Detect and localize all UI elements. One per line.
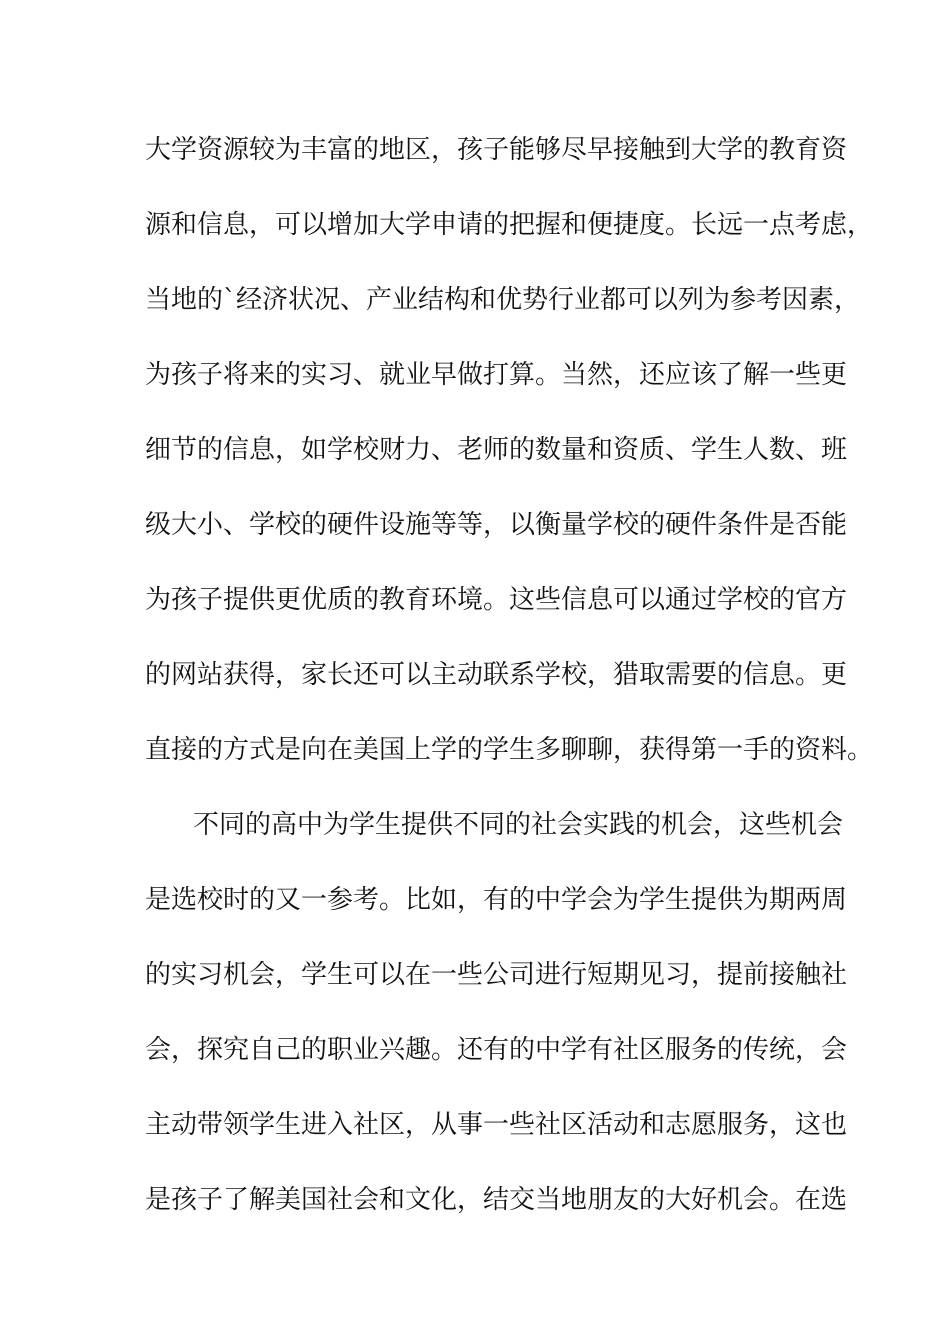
text-line: 直接的方式是向在美国上学的学生多聊聊，获得第一手的资料。 (145, 735, 874, 765)
text-line: 会，探究自己的职业兴趣。还有的中学有社区服务的传统，会 (145, 1035, 848, 1065)
text-line: 是孩子了解美国社会和文化，结交当地朋友的大好机会。在选 (145, 1185, 848, 1215)
text-line: 是选校时的又一参考。比如，有的中学会为学生提供为期两周 (145, 885, 848, 915)
body-text (145, 130, 874, 1255)
text-line: 源和信息，可以增加大学申请的把握和便捷度。长远一点考虑， (145, 210, 874, 240)
paragraph-start-line: 不同的高中为学生提供不同的社会实践的机会，这些机会 (193, 810, 844, 840)
text-line: 当地的`经济状况、产业结构和优势行业都可以列为参考因素， (145, 285, 861, 315)
text-line: 大学资源较为丰富的地区，孩子能够尽早接触到大学的教育资 (145, 135, 848, 165)
text-line: 的网站获得，家长还可以主动联系学校，猎取需要的信息。更 (145, 660, 848, 690)
text-line: 的实习机会，学生可以在一些公司进行短期见习，提前接触社 (145, 960, 848, 990)
text-line: 为孩子将来的实习、就业早做打算。当然，还应该了解一些更 (145, 360, 848, 390)
text-line: 主动带领学生进入社区，从事一些社区活动和志愿服务，这也 (145, 1110, 848, 1140)
text-line: 为孩子提供更优质的教育环境。这些信息可以通过学校的官方 (145, 585, 848, 615)
text-line: 级大小、学校的硬件设施等等，以衡量学校的硬件条件是否能 (145, 510, 848, 540)
text-line: 细节的信息，如学校财力、老师的数量和资质、学生人数、班 (145, 435, 848, 465)
